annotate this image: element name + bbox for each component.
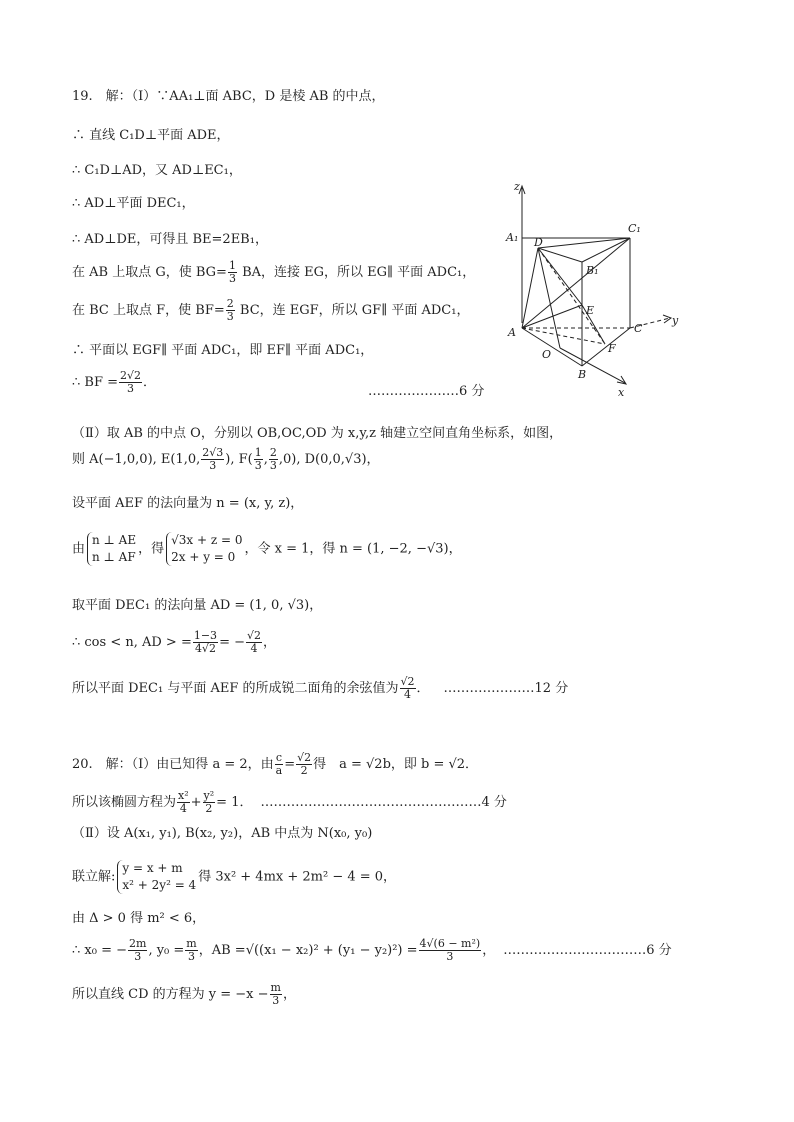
svg-text:y: y bbox=[672, 314, 679, 327]
fraction-f: $\frac{2}{3}$ bbox=[226, 297, 234, 323]
score-6-q20: ……………………………6 分 bbox=[503, 943, 672, 958]
q20-line-7: 所以直线 CD 的方程为 y = −x − $\frac{m}{3}$ ， bbox=[72, 981, 296, 1007]
q19-line-4: ∴ AD⊥平面 DEC₁， bbox=[72, 196, 195, 211]
svg-text:B₁: B₁ bbox=[586, 264, 599, 277]
fraction-bf: $\frac{2√2}{3}$ bbox=[120, 369, 142, 395]
q20-line-5: 由 Δ > 0 得 m² < 6， bbox=[72, 911, 206, 926]
fraction-sqrt2-2: $\frac{√2}{2}$ bbox=[297, 751, 312, 777]
svg-text:z: z bbox=[514, 180, 520, 193]
fraction-c-a: $\frac{c}{a}$ bbox=[275, 751, 283, 777]
q19-line-plane: ∴ 平面以 EGF∥ 平面 ADC₁，即 EF∥ 平面 ADC₁， bbox=[72, 343, 374, 358]
q19-system-line: 由n ⊥ AE n ⊥ AF，得√3x + z = 0 2x + y = 0，令 x = 1，得 n = (1, −2, −√3)， bbox=[72, 533, 462, 564]
fraction-coords-3: $\frac{2}{3}$ bbox=[269, 446, 277, 472]
q20-line-3: （Ⅱ）设 A(x₁, y₁), B(x₂, y₂)，AB 中点为 N(x₀, y₀) bbox=[72, 826, 373, 841]
fraction-coords-1: $\frac{2√3}{3}$ bbox=[202, 446, 224, 472]
fraction-cos-2: $\frac{√2}{4}$ bbox=[246, 629, 261, 655]
svg-text:x: x bbox=[618, 386, 625, 399]
fraction-m-3-cd: $\frac{m}{3}$ bbox=[270, 981, 281, 1007]
svg-text:E: E bbox=[586, 304, 595, 317]
q19-final-line: 所以平面 DEC₁ 与平面 AEF 的所成锐二面角的余弦值为 $\frac{√2}{4}$ ． …………………12 分 bbox=[72, 675, 569, 701]
q19-coords-line: 则 A(−1,0,0), E(1,0, $\frac{2√3}{3}$ ), F( $\frac{1}{3}$ , $\frac{2}{3}$ ,0), D(0,0,√3)， bbox=[72, 446, 380, 472]
fraction-ab-length: $\frac{\text{4√(6 − m²)}}{3}$ bbox=[419, 937, 481, 963]
prism-figure bbox=[500, 178, 690, 404]
score-6-q19: …………………6 分 bbox=[368, 384, 485, 399]
fraction-cos-1: $\frac{1-3}{4√2}$ bbox=[193, 629, 218, 655]
score-12-q19: …………………12 分 bbox=[443, 681, 569, 696]
fraction-x2-4: $\frac{\text{x²}}{4}$ bbox=[178, 789, 189, 815]
q20-line-6: ∴ x₀ = − $\frac{2m}{3}$ , y₀ = $\frac{m}{3}$ ，AB =√((x₁ − x₂)² + (y₁ − y₂)²) = $\frac{\text{4√(6 − m²)}}{3}$ ， ……………………………6 分 bbox=[72, 937, 672, 963]
q20-line-1: 20. 解：（Ⅰ）由已知得 a = 2，由 $\frac{c}{a}$ = $\frac{√2}{2}$ 得 a = √2b，即 b = √2． bbox=[72, 751, 479, 777]
q19-line-f: 在 BC 上取点 F，使 BF= $\frac{2}{3}$ BC，连 EGF，所以 GF∥ 平面 ADC₁， bbox=[72, 297, 470, 323]
svg-text:C: C bbox=[634, 322, 643, 335]
svg-text:C₁: C₁ bbox=[628, 222, 641, 235]
fraction-m-3: $\frac{m}{3}$ bbox=[186, 937, 197, 963]
fraction-2m-3: $\frac{2m}{3}$ bbox=[129, 937, 147, 963]
q19-line-g: 在 AB 上取点 G，使 BG= $\frac{1}{3}$ BA，连接 EG，所以 EG∥ 平面 ADC₁， bbox=[72, 259, 476, 285]
system-equations: √3x + z = 0 2x + y = 0 bbox=[166, 532, 242, 566]
svg-text:D: D bbox=[534, 236, 543, 249]
q19-normal-line: 设平面 AEF 的法向量为 n = (x, y, z)， bbox=[72, 496, 304, 511]
fraction-y2-2: $\frac{\text{y²}}{2}$ bbox=[203, 789, 215, 815]
q20-line-4: 联立解:y = x + m x² + 2y² = 4得 3x² + 4mx + 2m² − 4 = 0， bbox=[72, 861, 397, 892]
svg-text:A: A bbox=[508, 326, 516, 339]
q19-dec-line: 取平面 DEC₁ 的法向量 AD = (1, 0, √3)， bbox=[72, 598, 323, 613]
svg-text:A₁: A₁ bbox=[506, 231, 519, 244]
q20-line-2: 所以该椭圆方程为 $\frac{\text{x²}}{4}$ + $\frac{\text{y²}}{2}$ = 1． ……………………………………………4 分 bbox=[72, 789, 507, 815]
svg-text:F: F bbox=[608, 342, 616, 355]
q19-part2-line: （Ⅱ）取 AB 的中点 O，分别以 OB,OC,OD 为 x,y,z 轴建立空间直角坐标系，如图， bbox=[72, 426, 563, 441]
q19-line-3: ∴ C₁D⊥AD，又 AD⊥EC₁， bbox=[72, 163, 242, 178]
score-4-q20: ……………………………………………4 分 bbox=[260, 795, 507, 810]
svg-text:O: O bbox=[542, 348, 552, 361]
system-ellipse-line: y = x + m x² + 2y² = 4 bbox=[117, 860, 196, 894]
fraction-final: $\frac{√2}{4}$ bbox=[400, 675, 415, 701]
svg-text:B: B bbox=[578, 368, 587, 381]
system-conditions: n ⊥ AE n ⊥ AF bbox=[87, 532, 136, 566]
q19-cos-line: ∴ cos < n, AD > = $\frac{1-3}{4√2}$ = − $\frac{√2}{4}$ ， bbox=[72, 629, 277, 655]
q19-line-2: ∴ 直线 C₁D⊥平面 ADE， bbox=[72, 128, 230, 143]
q19-line-1: 19. 解：（Ⅰ）∵AA₁⊥面 ABC，D 是棱 AB 的中点， bbox=[72, 89, 385, 104]
q19-line-bf: ∴ BF = $\frac{2√2}{3}$ ． bbox=[72, 369, 157, 395]
q19-line-5: ∴ AD⊥DE，可得且 BE=2EB₁， bbox=[72, 232, 268, 247]
fraction-coords-2: $\frac{1}{3}$ bbox=[254, 446, 262, 472]
fraction-g: $\frac{1}{3}$ bbox=[228, 259, 236, 285]
